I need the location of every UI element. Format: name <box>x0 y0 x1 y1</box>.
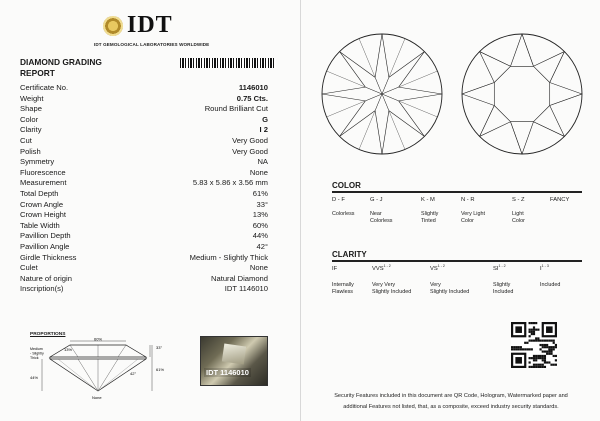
security-footer <box>316 391 586 413</box>
qr-code <box>511 322 557 368</box>
proportions-title: PROPORTIONS <box>30 332 66 337</box>
clarity-description: Slightly Included <box>372 289 412 295</box>
clarity-grade-base: SI <box>493 265 499 272</box>
clarity-title: CLARITY <box>332 250 367 259</box>
proportion-pavilion-depth: 44% <box>30 375 39 380</box>
detail-value: Medium - Slightly Thick <box>189 252 268 262</box>
detail-value: 33° <box>256 199 268 209</box>
report-title-line2: REPORT <box>20 68 55 78</box>
detail-row <box>20 263 268 274</box>
detail-row <box>20 83 268 94</box>
footer-line2: additional Features not listed, that, as a composite, exceed industry security standards. <box>343 404 559 410</box>
clarity-description: Included <box>540 282 561 288</box>
color-description: Color <box>512 218 525 224</box>
detail-label: Clarity <box>20 125 42 135</box>
detail-row <box>20 242 268 253</box>
crown-view-diagram <box>322 34 442 154</box>
detail-row <box>20 147 268 158</box>
detail-row <box>20 274 268 285</box>
clarity-grade-base: IF <box>332 265 338 272</box>
clarity-grade <box>493 263 506 273</box>
clarity-description: Flawless <box>332 289 353 295</box>
detail-label: Pavillion Angle <box>20 241 70 251</box>
color-grade: D - F <box>332 197 345 203</box>
color-rule <box>332 191 582 193</box>
photo-caption: IDT 1146010 <box>206 368 249 377</box>
clarity-grade <box>430 263 445 273</box>
detail-row <box>20 168 268 179</box>
fold-divider <box>300 0 301 421</box>
detail-value: 1146010 <box>238 83 268 92</box>
detail-row <box>20 189 268 200</box>
detail-label: Weight <box>20 93 44 103</box>
proportion-girdle-3: Thick <box>30 356 39 360</box>
detail-value: 60% <box>252 220 268 230</box>
detail-label: Color <box>20 114 39 124</box>
brand-subtitle: IDT GEMOLOGICAL LABORATORIES WORLDWIDE <box>94 42 210 47</box>
detail-value: None <box>249 167 268 177</box>
detail-value: Round Brilliant Cut <box>204 104 268 114</box>
proportion-pavilion-angle: 42° <box>130 371 137 376</box>
detail-row <box>20 157 268 168</box>
clarity-grade-sup: 1 - 3 <box>541 264 549 268</box>
detail-row <box>20 94 268 105</box>
clarity-grade <box>332 263 337 273</box>
detail-label: Symmetry <box>20 157 55 167</box>
detail-label: Table Width <box>20 220 60 230</box>
color-grade: S - Z <box>512 197 525 203</box>
detail-label: Fluorescence <box>20 167 66 177</box>
detail-label: Pavillion Depth <box>20 231 71 241</box>
detail-label: Nature of origin <box>20 273 72 283</box>
pavilion-view-diagram <box>462 34 582 154</box>
color-title: COLOR <box>332 181 361 190</box>
clarity-description: Included <box>493 289 514 295</box>
proportion-culet: None <box>92 395 102 400</box>
detail-value: None <box>249 263 268 273</box>
footer-line1: Security Features included in this document are QR Code, Hologram, Watermarked paper and <box>334 393 568 399</box>
clarity-description: Slightly <box>493 282 511 288</box>
detail-row <box>20 200 268 211</box>
seal-icon <box>103 16 123 36</box>
detail-value: 13% <box>252 210 268 220</box>
detail-label: Cut <box>20 135 32 145</box>
color-grade: G - J <box>370 197 383 203</box>
detail-value: 44% <box>252 231 268 241</box>
report-title <box>20 57 130 79</box>
detail-value: 42° <box>256 241 268 251</box>
detail-value: NA <box>257 157 268 167</box>
color-description: Colorless <box>332 211 355 217</box>
color-description: Tinted <box>421 218 436 224</box>
detail-label: Certificate No. <box>20 83 69 92</box>
clarity-plot-diagrams <box>320 32 590 162</box>
detail-row <box>20 221 268 232</box>
clarity-grade-sup: 1 - 2 <box>437 264 445 268</box>
detail-row <box>20 231 268 242</box>
clarity-grade-sup: 1 - 2 <box>383 264 391 268</box>
color-description: Very Light <box>461 211 485 217</box>
color-grade: K - M <box>421 197 435 203</box>
detail-row <box>20 253 268 264</box>
clarity-description: Slightly Included <box>430 289 470 295</box>
barcode <box>180 58 276 68</box>
detail-value: Very Good <box>232 135 268 145</box>
clarity-grade-sup: 1 - 2 <box>498 264 506 268</box>
detail-row <box>20 125 268 136</box>
clarity-rule <box>332 260 582 262</box>
detail-value: G <box>262 114 268 124</box>
color-description: Light <box>512 211 524 217</box>
detail-value: IDT 1146010 <box>224 284 268 294</box>
proportion-girdle-1: Medium <box>30 347 43 351</box>
diamond-photo <box>200 336 268 386</box>
detail-value: Very Good <box>232 146 268 156</box>
detail-row <box>20 178 268 189</box>
detail-label: Total Depth <box>20 188 59 198</box>
detail-value: 61% <box>252 188 268 198</box>
clarity-grade-base: VVS <box>372 265 384 272</box>
detail-label: Crown Height <box>20 210 67 220</box>
color-description: Near <box>370 211 382 217</box>
clarity-grade-base: VS <box>430 265 438 272</box>
detail-label: Inscription(s) <box>20 284 64 294</box>
clarity-description: Very <box>430 282 441 288</box>
proportion-total-depth: 61% <box>156 367 165 372</box>
detail-row <box>20 284 268 295</box>
clarity-grade <box>540 263 549 273</box>
grading-details <box>20 83 268 295</box>
proportion-table: 60% <box>94 337 103 342</box>
detail-label: Measurement <box>20 178 67 188</box>
report-title-line1: DIAMOND GRADING <box>20 57 102 67</box>
detail-label: Polish <box>20 146 41 156</box>
detail-value: I 2 <box>259 125 268 135</box>
clarity-grade <box>372 263 391 273</box>
detail-row <box>20 115 268 126</box>
brand-name: IDT <box>127 12 173 38</box>
proportion-crown-height: 13% <box>64 347 73 352</box>
color-description: Color <box>461 218 474 224</box>
brand-logo <box>103 12 213 42</box>
color-grade: N - R <box>461 197 475 203</box>
detail-value: Natural Diamond <box>211 273 268 283</box>
detail-label: Girdle Thickness <box>20 252 77 262</box>
detail-value: 5.83 x 5.86 x 3.56 mm <box>192 178 268 188</box>
proportions-diagram <box>28 337 188 403</box>
detail-label: Shape <box>20 104 42 114</box>
clarity-grade-base: I <box>540 265 542 272</box>
clarity-description: Very Very <box>372 282 396 288</box>
clarity-description: Internally <box>332 282 354 288</box>
detail-value: 0.75 Cts. <box>236 93 268 103</box>
detail-row <box>20 136 268 147</box>
detail-row <box>20 210 268 221</box>
detail-row <box>20 104 268 115</box>
proportion-girdle-2: - Slightly <box>30 351 44 356</box>
color-description: Colorless <box>370 218 393 224</box>
detail-label: Crown Angle <box>20 199 64 209</box>
color-description: Slightly <box>421 211 439 217</box>
color-grade: FANCY <box>550 197 570 203</box>
proportion-crown-angle: 33° <box>156 345 163 350</box>
detail-label: Culet <box>20 263 38 273</box>
